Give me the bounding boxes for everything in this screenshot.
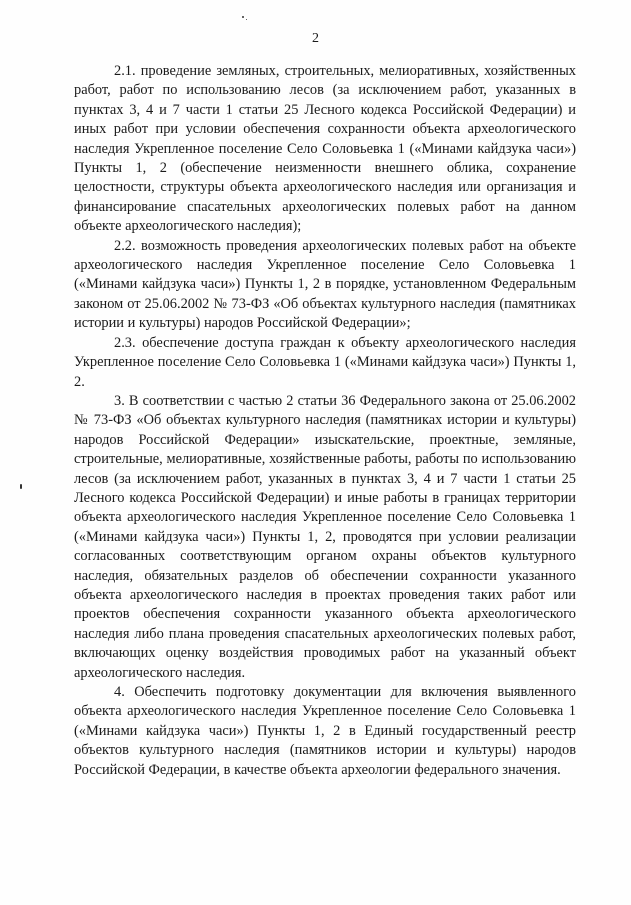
paragraph-2-2: 2.2. возможность проведения археологических полевых работ на объекте археологического наследия Укрепленное поселение Село Соловьевка 1 («Минами кайдзука часи») Пункты 1, 2 в порядке, установленном Федеральным законом от 25.06.2002 № 73-ФЗ «Об объектах культурного наследия (памятниках истории и культуры) народов Российской Федерации»; bbox=[74, 237, 576, 332]
paragraph-4: 4. Обеспечить подготовку документации для включения выявленного объекта археологического наследия Укрепленное поселение Село Соловьевка 1 («Минами кайдзука часи») Пункты 1, 2 в Единый государственный реестр объектов культурного наследия (памятников истории и культуры) народов Российской Федерации, в качестве объекта археологии федерального значения. bbox=[74, 684, 576, 778]
scan-speck-top-2 bbox=[246, 19, 247, 20]
scan-speck-margin bbox=[20, 484, 22, 489]
scan-speck-top bbox=[242, 16, 244, 18]
document-body bbox=[74, 62, 576, 780]
paragraph-2-1: 2.1. проведение земляных, строительных, мелиоративных, хозяйственных работ, работ по использованию лесов (за исключением работ, указанных в пунктах 3, 4 и 7 части 1 статьи 25 Лесного кодекса Российской Федерации) и иных работ при условии обеспечения сохранности объекта археологического наследия Укрепленное поселение Село Соловьевка 1 («Минами кайдзука часи») Пункты 1, 2 (обеспечение неизменности внешнего облика, сохранение целостности, структуры объекта археологического наследия или организация и финансирование спасательных археологических полевых работ на данном объекте археологического наследия); bbox=[74, 63, 576, 235]
paragraph-3: 3. В соответствии с частью 2 статьи 36 Федерального закона от 25.06.2002 № 73-ФЗ «Об объектах культурного наследия (памятниках истории и культуры) народов Российской Федерации» изыскательские, проектные, земляные, строительные, мелиоративные, хозяйственные работы, работы по использованию лесов (за исключением работ, указанных в пунктах 3, 4 и 7 части 1 статьи 25 Лесного кодекса Российской Федерации) и иные работы в границах территории объекта археологического наследия Укрепленное поселение Село Соловьевка 1 («Минами кайдзука часи») Пункты 1, 2, проводятся при условии реализации согласованных соответствующим органом охраны объектов культурного наследия, обязательных разделов об обеспечении сохранности указанного объекта археологического наследия в проектах проведения таких работ или проектов обеспечения сохранности указанного объекта археологического наследия либо плана проведения спасательных археологических полевых работ, включающих оценку воздействия проводимых работ на указанный объект археологического наследия. bbox=[74, 392, 576, 681]
page-number: 2 bbox=[312, 31, 319, 46]
paragraph-2-3: 2.3. обеспечение доступа граждан к объекту археологического наследия Укрепленное поселение Село Соловьевка 1 («Минами кайдзука часи») Пункты 1, 2. bbox=[74, 334, 576, 390]
